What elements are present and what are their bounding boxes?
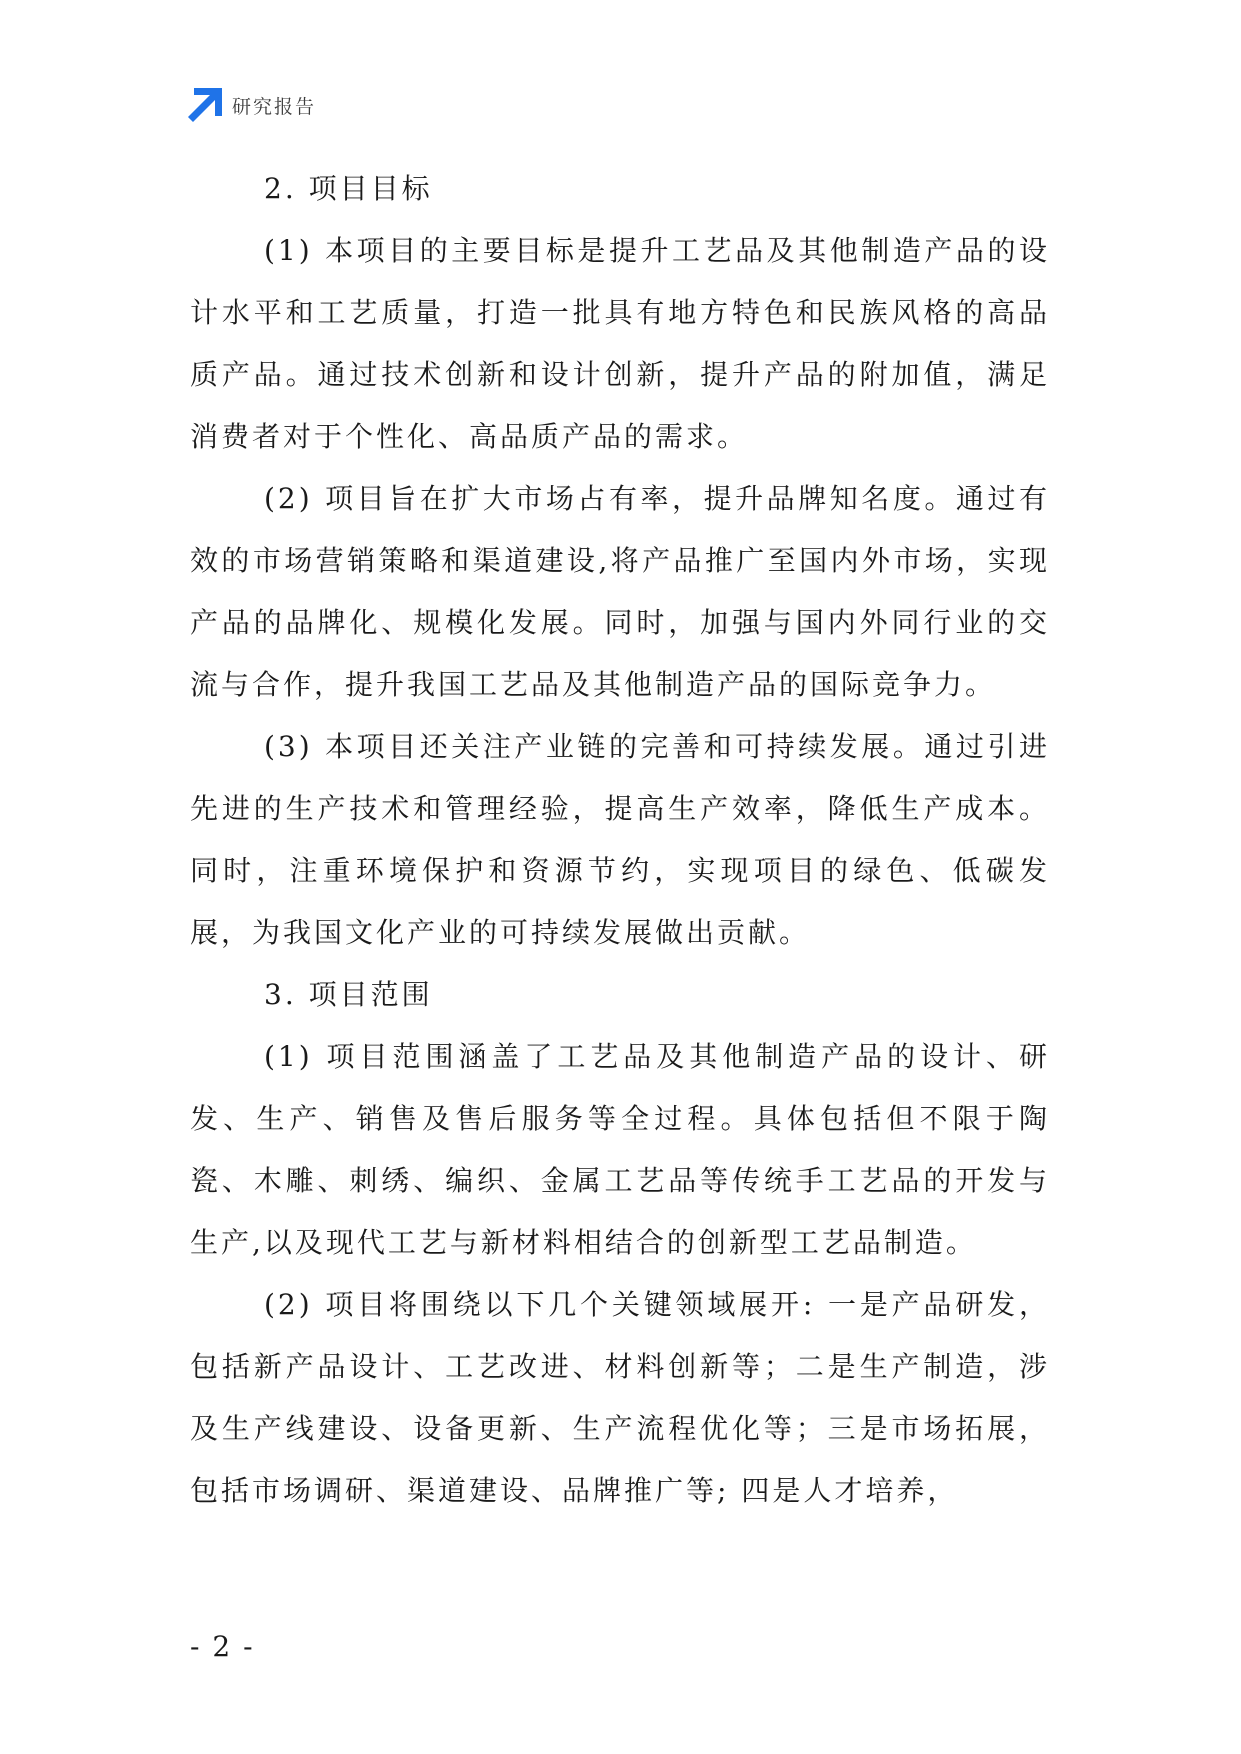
header-title: 研究报告 (232, 95, 317, 118)
arrow-up-right-logo-icon (188, 88, 222, 122)
paragraph-goals-2: (2) 项目旨在扩大市场占有率，提升品牌知名度。通过有效的市场营销策略和渠道建设,将产品推广至国内外市场，实现产品的品牌化、规模化发展。同时，加强与国内外同行业的交流与合作，提升我国工艺品及其他制造产品的国际竞争力。 (190, 482, 1050, 701)
document-body (190, 158, 1050, 1522)
paragraph-scope-2: (2) 项目将围绕以下几个关键领域展开: 一是产品研发，包括新产品设计、工艺改进、材料创新等；二是生产制造，涉及生产线建设、设备更新、生产流程优化等；三是市场拓展，包括市场调研、渠道建设、品牌推广等; 四是人才培养， (190, 1288, 1050, 1507)
paragraph-goals-1: (1) 本项目的主要目标是提升工艺品及其他制造产品的设计水平和工艺质量，打造一批具有地方特色和民族风格的高品质产品。通过技术创新和设计创新，提升产品的附加值，满足消费者对于个性化、高品质产品的需求。 (190, 234, 1050, 453)
paragraph-goals-3: (3) 本项目还关注产业链的完善和可持续发展。通过引进先进的生产技术和管理经验，提高生产效率，降低生产成本。同时，注重环境保护和资源节约，实现项目的绿色、低碳发展，为我国文化产业的可持续发展做出贡献。 (190, 730, 1050, 949)
report-header (188, 88, 316, 122)
page-number: - 2 - (190, 1630, 255, 1663)
section-heading-goals: 2. 项目目标 (264, 172, 433, 205)
section-heading-scope: 3. 项目范围 (264, 978, 433, 1011)
paragraph-scope-1: (1) 项目范围涵盖了工艺品及其他制造产品的设计、研发、生产、销售及售后服务等全过程。具体包括但不限于陶瓷、木雕、刺绣、编织、金属工艺品等传统手工艺品的开发与生产,以及现代工艺与新材料相结合的创新型工艺品制造。 (190, 1040, 1050, 1259)
